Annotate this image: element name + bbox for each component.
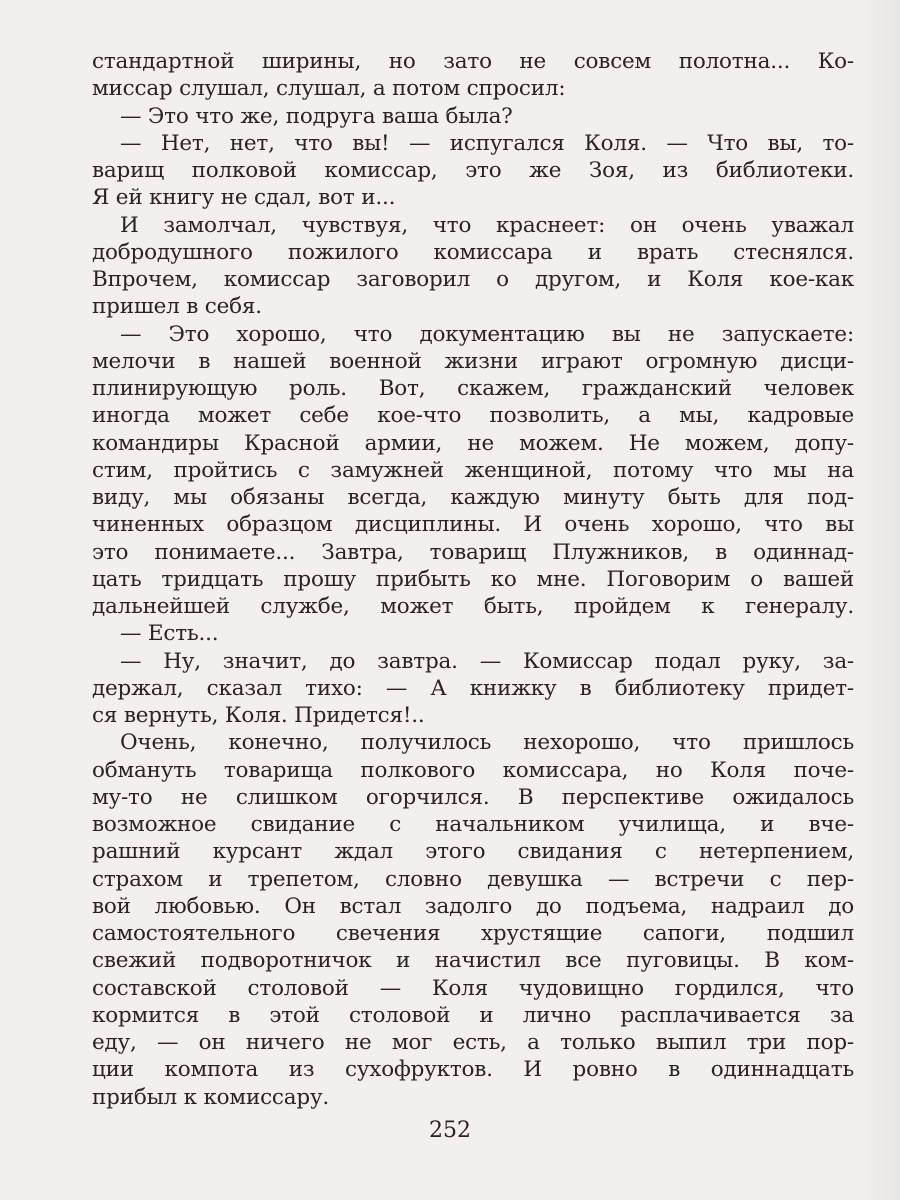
text-line: — Нет, нет, что вы! — испугался Коля. — Что вы, то- — [120, 130, 854, 156]
text-line: цать тридцать прошу прибыть ко мне. Поговорим о вашей — [92, 566, 854, 592]
text-line: держал, сказал тихо: — А книжку в библиотеку придет- — [92, 675, 854, 701]
text-line: — Это хорошо, что документацию вы не запускаете: — [120, 321, 854, 347]
text-line: прибыл к комиссару. — [92, 1084, 330, 1110]
text-line: составской столовой — Коля чудовищно гордился, что — [92, 975, 854, 1001]
text-line: еду, — он ничего не мог есть, а только выпил три пор- — [92, 1030, 854, 1055]
text-line: му-то не слишком огорчился. В перспективе ожидалось — [92, 784, 854, 810]
text-line: ции компота из сухофруктов. И ровно в одиннадцать — [92, 1057, 854, 1083]
text-line: И замолчал, чувствуя, что краснеет: он очень уважал — [120, 212, 854, 238]
text-line: — Это что же, подруга ваша была? — [120, 103, 513, 129]
page-number: 252 — [429, 1118, 471, 1143]
text-line: дальнейшей службе, может быть, пройдем к генералу. — [92, 594, 854, 619]
text-line: варищ полковой комиссар, это же Зоя, из библиотеки. — [92, 158, 854, 183]
text-line: чиненных образцом дисциплины. И очень хорошо, что вы — [92, 512, 854, 538]
text-line: стандартной ширины, но зато не совсем полотна... Ко- — [92, 49, 854, 74]
text-line: ся вернуть, Коля. Придется!.. — [92, 703, 425, 728]
text-line: командиры Красной армии, не можем. Не можем, допу- — [92, 430, 854, 456]
text-line: добродушного пожилого комиссара и врать стеснялся. — [92, 239, 854, 265]
text-line: свежий подворотничок и начистил все пуговицы. В ком- — [92, 948, 854, 974]
text-line: пришел в себя. — [92, 294, 262, 320]
text-line: Очень, конечно, получилось нехорошо, что пришлось — [120, 730, 854, 756]
text-line: рашний курсант ждал этого свидания с нетерпением, — [92, 839, 854, 865]
text-line: мелочи в нашей военной жизни играют огромную дисци- — [92, 348, 854, 374]
text-line: иногда может себе кое-что позволить, а мы, кадровые — [92, 403, 854, 429]
text-line: вой любовью. Он встал задолго до подъема, надраил до — [92, 893, 854, 919]
page-body-text — [92, 48, 854, 1111]
text-line: стим, пройтись с замужней женщиной, потому что мы на — [92, 457, 854, 483]
text-line: Я ей книгу не сдал, вот и... — [92, 185, 396, 211]
text-line: миссар слушал, слушал, а потом спросил: — [92, 76, 566, 102]
text-line: обмануть товарища полкового комиссара, но Коля поче- — [92, 757, 854, 783]
text-line: плинирующую роль. Вот, скажем, гражданский человек — [92, 376, 854, 401]
page-edge-shadow — [860, 0, 900, 1200]
text-line: самостоятельного свечения хрустящие сапоги, подшил — [92, 921, 854, 946]
text-line: кормится в этой столовой и лично расплачивается за — [92, 1002, 854, 1028]
text-line: виду, мы обязаны всегда, каждую минуту быть для под- — [92, 485, 854, 510]
text-line: — Есть... — [120, 621, 219, 647]
text-line: возможное свидание с начальником училища, и вче- — [92, 812, 854, 837]
text-line: — Ну, значит, до завтра. — Комиссар подал руку, за- — [120, 648, 854, 674]
text-line: страхом и трепетом, словно девушка — встречи с пер- — [92, 866, 854, 892]
text-line: Впрочем, комиссар заговорил о другом, и Коля кое-как — [92, 267, 854, 292]
text-line: это понимаете... Завтра, товарищ Плужников, в одиннад- — [92, 539, 854, 565]
